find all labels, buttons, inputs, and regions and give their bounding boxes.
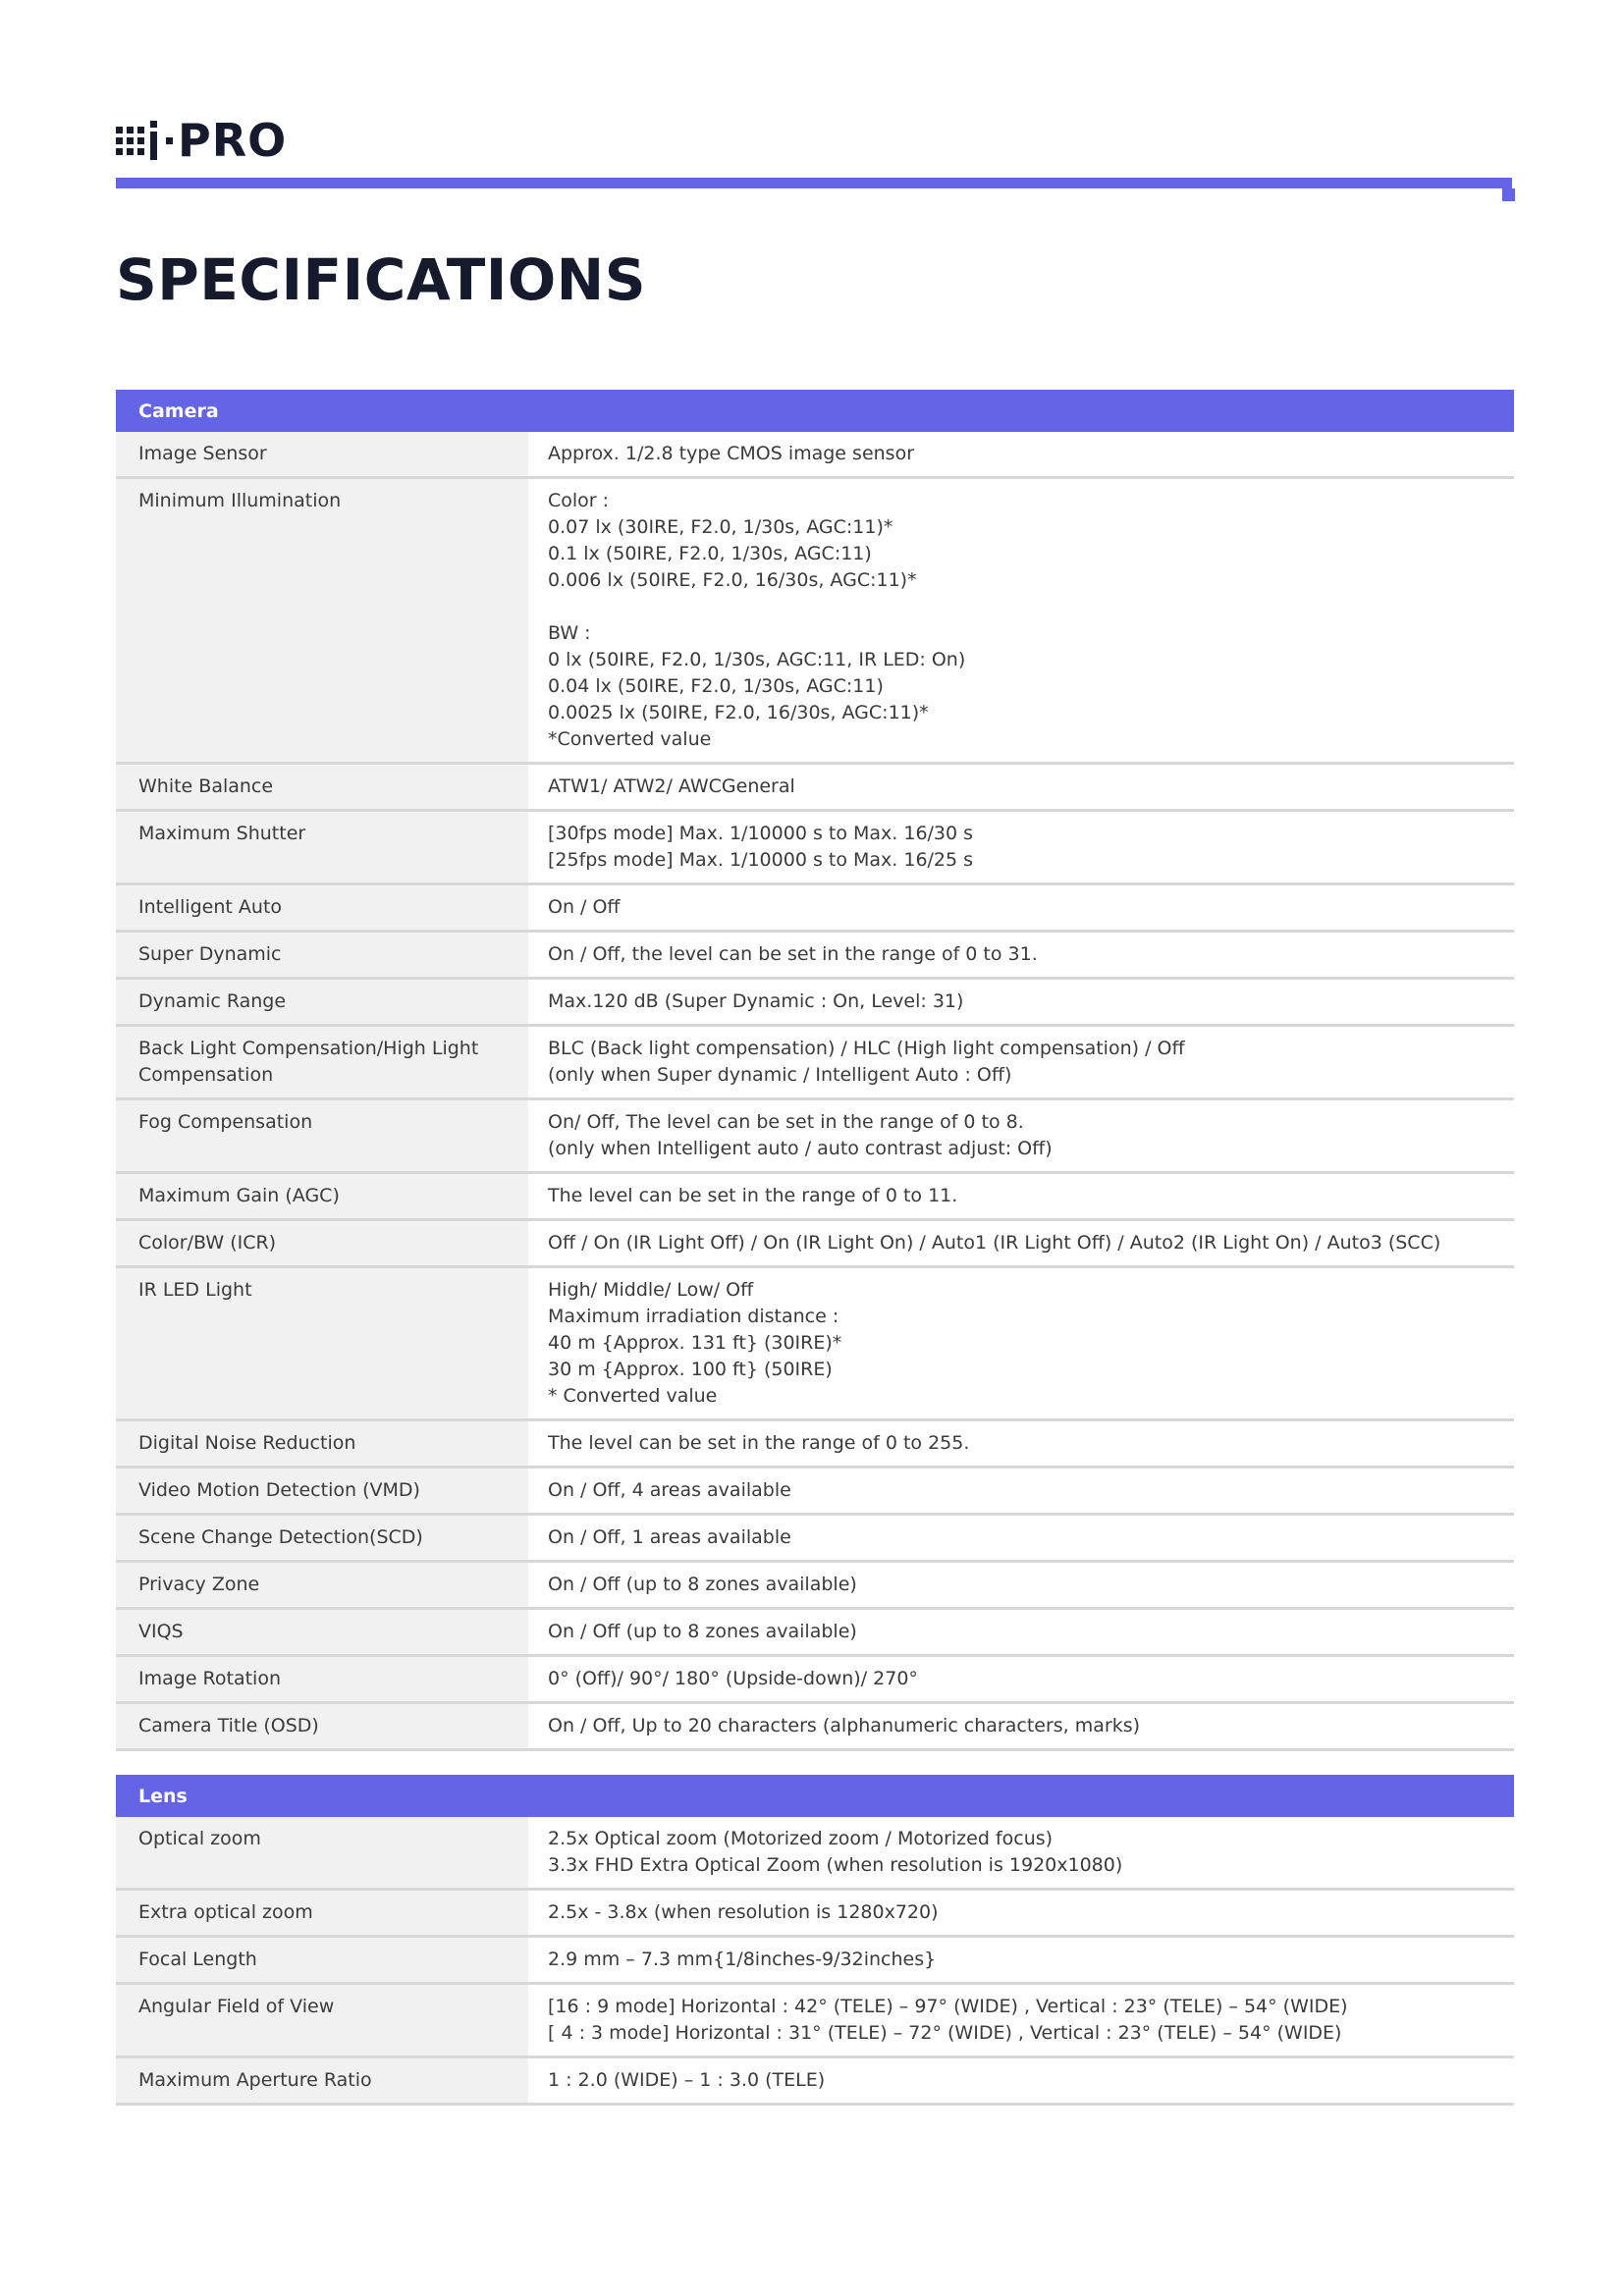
spec-value: [528, 1938, 1514, 1982]
spec-value-line: ATW1/ ATW2/ AWCGeneral: [548, 775, 795, 797]
spec-row: [116, 1891, 1514, 1938]
spec-value-line: (only when Intelligent auto / auto contrast adjust: Off): [548, 1138, 1053, 1159]
spec-value-line: [ 4 : 3 mode] Horizontal : 31° (TELE) – 72° (WIDE) , Vertical : 23° (TELE) – 54° (WIDE): [548, 2022, 1342, 2044]
spec-value-line: 0 lx (50IRE, F2.0, 1/30s, AGC:11, IR LED: On): [548, 649, 966, 670]
spec-value: [528, 432, 1514, 476]
spec-label: [116, 765, 528, 809]
header-rule: [116, 178, 1512, 188]
spec-value-line: On / Off, 1 areas available: [548, 1526, 791, 1548]
spec-value-line: On/ Off, The level can be set in the range of 0 to 8.: [548, 1111, 1024, 1133]
spec-value-line: On / Off: [548, 896, 621, 918]
spec-label: [116, 1985, 528, 2056]
spec-value-line: On / Off (up to 8 zones available): [548, 1621, 857, 1642]
spec-value: [528, 812, 1514, 882]
spec-row: [116, 432, 1514, 479]
spec-value-line: 2.5x - 3.8x (when resolution is 1280x720): [548, 1901, 939, 1923]
spec-row: [116, 1704, 1514, 1751]
spec-value: [528, 765, 1514, 809]
spec-label: [116, 1516, 528, 1560]
spec-row: [116, 1563, 1514, 1610]
spec-label-line: Color/BW (ICR): [138, 1232, 277, 1254]
spec-value-line: 0.07 lx (30IRE, F2.0, 1/30s, AGC:11)*: [548, 516, 893, 538]
spec-row: [116, 765, 1514, 812]
spec-row: [116, 1174, 1514, 1221]
spec-label: [116, 1421, 528, 1466]
spec-label: [116, 1221, 528, 1265]
spec-label: [116, 1100, 528, 1171]
spec-row: [116, 2058, 1514, 2106]
spec-label-line: VIQS: [138, 1621, 184, 1642]
spec-value-line: 0.0025 lx (50IRE, F2.0, 16/30s, AGC:11)*: [548, 702, 929, 723]
spec-label-line: Focal Length: [138, 1949, 257, 1970]
spec-row: [116, 812, 1514, 885]
spec-value-line: The level can be set in the range of 0 to 255.: [548, 1432, 970, 1454]
spec-label-line: Digital Noise Reduction: [138, 1432, 356, 1454]
spec-value: [528, 1516, 1514, 1560]
spec-label: [116, 1468, 528, 1513]
spec-value: [528, 2058, 1514, 2103]
spec-value-line: 1 : 2.0 (WIDE) – 1 : 3.0 (TELE): [548, 2069, 826, 2091]
spec-value: [528, 479, 1514, 762]
spec-value-line: On / Off, the level can be set in the range of 0 to 31.: [548, 943, 1038, 965]
spec-row: [116, 885, 1514, 933]
spec-label: [116, 885, 528, 930]
logo-mark-icon: [116, 121, 178, 160]
spec-value-line: On / Off (up to 8 zones available): [548, 1574, 857, 1595]
spec-value-line: On / Off, Up to 20 characters (alphanumeric characters, marks): [548, 1715, 1141, 1736]
spec-value-line: 40 m {Approx. 131 ft} (30IRE)*: [548, 1332, 842, 1354]
spec-label-line: Image Rotation: [138, 1668, 282, 1689]
spec-value: [528, 1657, 1514, 1701]
spec-row: [116, 1985, 1514, 2058]
section-heading: Lens: [116, 1775, 1514, 1817]
spec-value-line: [30fps mode] Max. 1/10000 s to Max. 16/30 s: [548, 823, 974, 844]
spec-value-line: *Converted value: [548, 728, 712, 750]
spec-label-line: Minimum Illumination: [138, 490, 342, 511]
header-rule-tab: [1502, 188, 1515, 201]
spec-label: [116, 812, 528, 882]
spec-row: [116, 1221, 1514, 1268]
spec-label: [116, 933, 528, 977]
spec-label-line: Compensation: [138, 1064, 274, 1086]
spec-value-line: 2.5x Optical zoom (Motorized zoom / Motorized focus): [548, 1828, 1054, 1849]
spec-label: [116, 2058, 528, 2103]
spec-value: [528, 885, 1514, 930]
spec-label-line: IR LED Light: [138, 1279, 252, 1301]
spec-value: [528, 1985, 1514, 2056]
spec-label-line: Scene Change Detection(SCD): [138, 1526, 423, 1548]
spec-label: [116, 1938, 528, 1982]
spec-label-line: Super Dynamic: [138, 943, 282, 965]
spec-row: [116, 1468, 1514, 1516]
spec-label-line: Maximum Aperture Ratio: [138, 2069, 372, 2091]
spec-value-line: BW :: [548, 622, 591, 644]
spec-value-line: 30 m {Approx. 100 ft} (50IRE): [548, 1359, 833, 1380]
spec-value-line: 0° (Off)/ 90°/ 180° (Upside-down)/ 270°: [548, 1668, 918, 1689]
spec-value: [528, 1563, 1514, 1607]
spec-label-line: Angular Field of View: [138, 1996, 335, 2017]
spec-value-line: Off / On (IR Light Off) / On (IR Light On) / Auto1 (IR Light Off) / Auto2 (IR Light On) / Auto3 (SCC): [548, 1232, 1441, 1254]
spec-value-line: Max.120 dB (Super Dynamic : On, Level: 31): [548, 990, 964, 1012]
logo-text: PRO: [178, 114, 288, 167]
spec-value: [528, 1468, 1514, 1513]
spec-value: [528, 980, 1514, 1024]
spec-value: [528, 1817, 1514, 1888]
spec-label-line: White Balance: [138, 775, 274, 797]
spec-value-line: 0.04 lx (50IRE, F2.0, 1/30s, AGC:11): [548, 675, 884, 697]
spec-section: [116, 390, 1514, 1751]
spec-value-line: Maximum irradiation distance :: [548, 1306, 839, 1327]
spec-value: [528, 1027, 1514, 1097]
spec-row: [116, 1516, 1514, 1563]
spec-label: [116, 1817, 528, 1888]
spec-label: [116, 980, 528, 1024]
spec-row: [116, 933, 1514, 980]
spec-value: [528, 1891, 1514, 1935]
spec-label-line: Image Sensor: [138, 443, 267, 464]
spec-value-line: On / Off, 4 areas available: [548, 1479, 791, 1501]
spec-tables: [116, 390, 1514, 2129]
spec-row: [116, 1421, 1514, 1468]
spec-value: [528, 1174, 1514, 1218]
spec-label-line: Privacy Zone: [138, 1574, 260, 1595]
spec-value-line: (only when Super dynamic / Intelligent Auto : Off): [548, 1064, 1012, 1086]
spec-label-line: Maximum Shutter: [138, 823, 306, 844]
spec-row: [116, 479, 1514, 765]
spec-value-line: BLC (Back light compensation) / HLC (High light compensation) / Off: [548, 1038, 1185, 1059]
spec-label-line: Back Light Compensation/High Light: [138, 1038, 479, 1059]
brand-logo: [116, 114, 288, 167]
spec-value-line: 0.006 lx (50IRE, F2.0, 16/30s, AGC:11)*: [548, 569, 917, 591]
spec-value: [528, 1421, 1514, 1466]
spec-value-line: 2.9 mm – 7.3 mm{1/8inches-9/32inches}: [548, 1949, 937, 1970]
spec-value-line: Approx. 1/2.8 type CMOS image sensor: [548, 443, 915, 464]
spec-row: [116, 1817, 1514, 1891]
spec-label: [116, 1563, 528, 1607]
spec-label: [116, 1174, 528, 1218]
spec-value-line: [25fps mode] Max. 1/10000 s to Max. 16/25 s: [548, 849, 974, 871]
spec-value-line: 3.3x FHD Extra Optical Zoom (when resolution is 1920x1080): [548, 1854, 1123, 1876]
spec-value-line: High/ Middle/ Low/ Off: [548, 1279, 754, 1301]
spec-value-line: [548, 594, 1494, 620]
spec-value: [528, 1268, 1514, 1418]
spec-row: [116, 1268, 1514, 1421]
spec-label-line: Dynamic Range: [138, 990, 287, 1012]
spec-value: [528, 1100, 1514, 1171]
spec-value-line: 0.1 lx (50IRE, F2.0, 1/30s, AGC:11): [548, 543, 872, 564]
spec-value-line: [16 : 9 mode] Horizontal : 42° (TELE) – 97° (WIDE) , Vertical : 23° (TELE) – 54° (WIDE): [548, 1996, 1348, 2017]
spec-value: [528, 1221, 1514, 1265]
spec-value: [528, 933, 1514, 977]
spec-row: [116, 1100, 1514, 1174]
spec-value-line: * Converted value: [548, 1385, 718, 1407]
spec-label-line: Video Motion Detection (VMD): [138, 1479, 420, 1501]
spec-label: [116, 1610, 528, 1654]
spec-value-line: The level can be set in the range of 0 to 11.: [548, 1185, 958, 1206]
spec-value-line: Color :: [548, 490, 610, 511]
page-title: SPECIFICATIONS: [116, 246, 646, 313]
spec-label-line: Fog Compensation: [138, 1111, 313, 1133]
spec-label: [116, 1891, 528, 1935]
spec-row: [116, 1610, 1514, 1657]
spec-label-line: Camera Title (OSD): [138, 1715, 319, 1736]
spec-value: [528, 1610, 1514, 1654]
spec-label-line: Maximum Gain (AGC): [138, 1185, 340, 1206]
spec-row: [116, 1657, 1514, 1704]
spec-label-line: Optical zoom: [138, 1828, 261, 1849]
spec-label: [116, 432, 528, 476]
spec-label: [116, 479, 528, 762]
spec-row: [116, 1938, 1514, 1985]
spec-label: [116, 1704, 528, 1748]
spec-label: [116, 1268, 528, 1418]
spec-value: [528, 1704, 1514, 1748]
spec-section: [116, 1775, 1514, 2106]
spec-row: [116, 980, 1514, 1027]
spec-label: [116, 1657, 528, 1701]
spec-label: [116, 1027, 528, 1097]
section-heading: Camera: [116, 390, 1514, 432]
spec-label-line: Intelligent Auto: [138, 896, 283, 918]
spec-row: [116, 1027, 1514, 1100]
spec-label-line: Extra optical zoom: [138, 1901, 313, 1923]
